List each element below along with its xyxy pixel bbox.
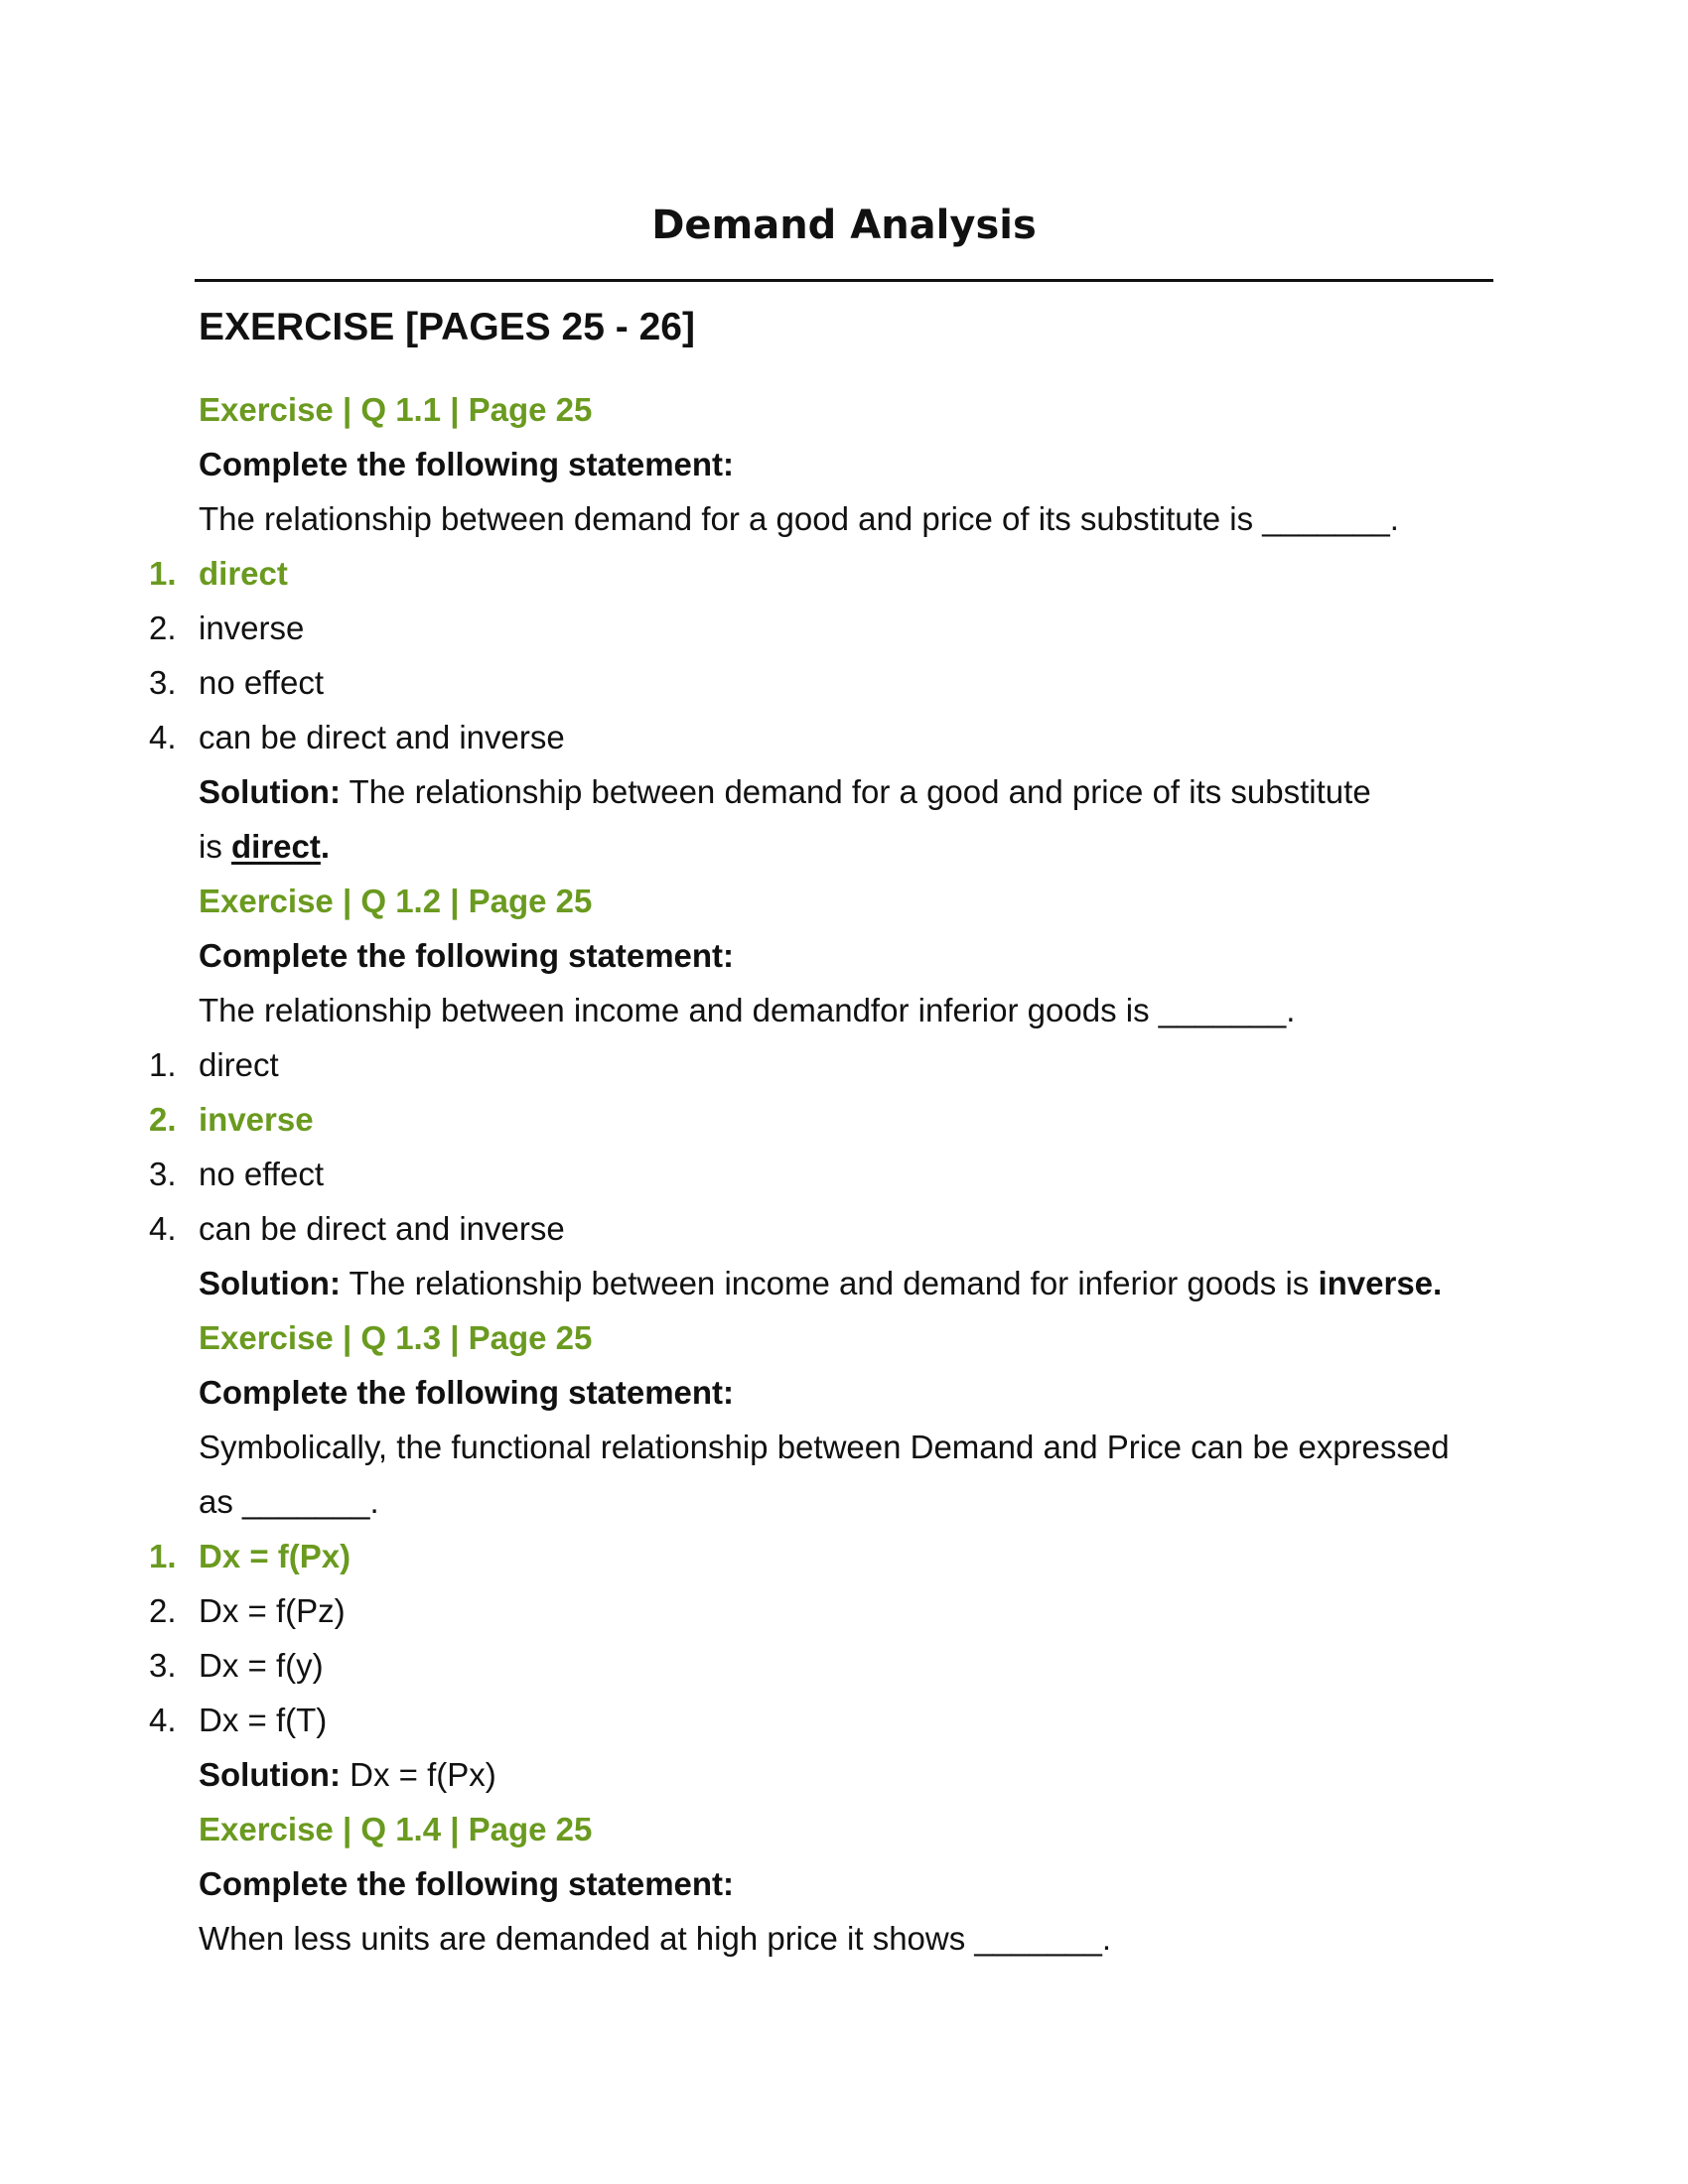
solution-text bbox=[0, 764, 1688, 819]
question-statement: When less units are demanded at high price it shows _______. bbox=[199, 1920, 1112, 1957]
option-number: 1. bbox=[149, 1538, 177, 1574]
section-heading: EXERCISE [PAGES 25 - 26] bbox=[199, 306, 695, 348]
option-item bbox=[0, 1583, 1688, 1638]
question-reference-q1-3: Exercise | Q 1.3 | Page 25 bbox=[199, 1319, 593, 1356]
question-prompt: Complete the following statement: bbox=[199, 446, 735, 482]
option-text: direct bbox=[199, 1046, 279, 1083]
solution-body: The relationship between demand for a good and price of its substitute bbox=[349, 773, 1371, 810]
option-text: Dx = f(Px) bbox=[199, 1538, 352, 1574]
option-number: 3. bbox=[149, 1647, 177, 1684]
question-statement-continued: as _______. bbox=[199, 1483, 379, 1520]
option-item-correct bbox=[0, 1092, 1688, 1147]
solution-body: The relationship between income and demand for inferior goods is bbox=[349, 1265, 1319, 1301]
option-number: 2. bbox=[149, 1592, 177, 1629]
option-text: Dx = f(Pz) bbox=[199, 1592, 346, 1629]
question-list bbox=[0, 382, 1688, 1966]
solution-answer: direct bbox=[231, 828, 321, 865]
question-statement: The relationship between demand for a good and price of its substitute is _______. bbox=[199, 500, 1399, 537]
option-number: 3. bbox=[149, 664, 177, 701]
option-item bbox=[0, 601, 1688, 655]
option-item bbox=[0, 1201, 1688, 1256]
option-text: inverse bbox=[199, 610, 305, 646]
question-prompt: Complete the following statement: bbox=[199, 1374, 735, 1411]
document-title: Demand Analysis bbox=[651, 203, 1037, 248]
solution-answer: inverse. bbox=[1318, 1265, 1443, 1301]
question-reference-q1-2: Exercise | Q 1.2 | Page 25 bbox=[199, 883, 593, 919]
solution-text bbox=[0, 1256, 1688, 1310]
solution-prefix: is bbox=[199, 828, 231, 865]
solution-label: Solution: bbox=[199, 1756, 341, 1793]
option-number: 4. bbox=[149, 719, 177, 755]
option-text: inverse bbox=[199, 1101, 314, 1138]
option-item bbox=[0, 655, 1688, 710]
solution-label: Solution: bbox=[199, 1265, 341, 1301]
question-reference-q1-4: Exercise | Q 1.4 | Page 25 bbox=[199, 1811, 593, 1847]
option-number: 3. bbox=[149, 1156, 177, 1192]
option-text: Dx = f(T) bbox=[199, 1702, 328, 1738]
solution-body: Dx = f(Px) bbox=[350, 1756, 496, 1793]
option-item bbox=[0, 1638, 1688, 1693]
question-prompt: Complete the following statement: bbox=[199, 1865, 735, 1902]
option-text: can be direct and inverse bbox=[199, 719, 565, 755]
question-statement: The relationship between income and demandfor inferior goods is _______. bbox=[199, 992, 1296, 1028]
option-item bbox=[0, 1037, 1688, 1092]
option-text: no effect bbox=[199, 1156, 324, 1192]
option-number: 2. bbox=[149, 610, 177, 646]
option-item-correct bbox=[0, 1529, 1688, 1583]
option-number: 1. bbox=[149, 1046, 177, 1083]
option-number: 4. bbox=[149, 1210, 177, 1247]
option-number: 4. bbox=[149, 1702, 177, 1738]
option-item-correct bbox=[0, 546, 1688, 601]
option-text: no effect bbox=[199, 664, 324, 701]
solution-label: Solution: bbox=[199, 773, 341, 810]
option-text: direct bbox=[199, 555, 288, 592]
question-statement: Symbolically, the functional relationship between Demand and Price can be expressed bbox=[199, 1429, 1450, 1465]
option-text: Dx = f(y) bbox=[199, 1647, 324, 1684]
option-item bbox=[0, 1147, 1688, 1201]
solution-text bbox=[0, 1747, 1688, 1802]
solution-suffix: . bbox=[320, 828, 331, 865]
solution-text-continued bbox=[0, 819, 1688, 874]
question-prompt: Complete the following statement: bbox=[199, 937, 735, 974]
option-item bbox=[0, 1693, 1688, 1747]
option-number: 1. bbox=[149, 555, 177, 592]
question-reference-q1-1: Exercise | Q 1.1 | Page 25 bbox=[199, 391, 593, 428]
option-number: 2. bbox=[149, 1101, 177, 1138]
option-text: can be direct and inverse bbox=[199, 1210, 565, 1247]
title-divider bbox=[195, 279, 1493, 282]
option-item bbox=[0, 710, 1688, 764]
